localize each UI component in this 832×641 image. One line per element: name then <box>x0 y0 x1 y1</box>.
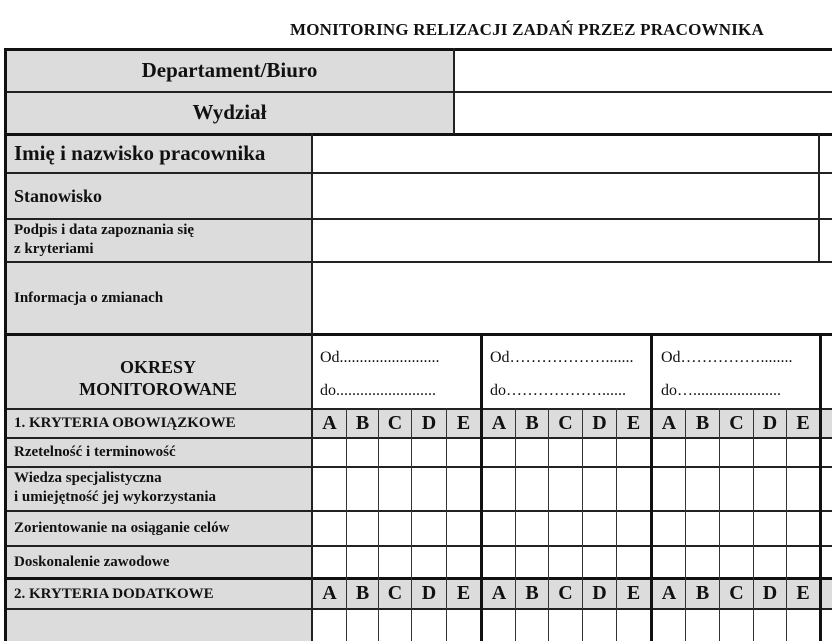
grade-b: B <box>695 582 710 604</box>
grade-b: B <box>355 582 370 604</box>
grade-a: A <box>491 412 507 434</box>
grade-a: A <box>322 582 337 604</box>
periods-label <box>5 356 311 406</box>
division-label: Wydział <box>192 100 267 124</box>
grade-c: C <box>558 412 573 434</box>
criterion-reliability: Rzetelność i terminowość <box>14 444 176 460</box>
employee-name-field[interactable] <box>313 135 818 172</box>
period-1-to[interactable]: do......................... <box>320 382 436 399</box>
division-field[interactable] <box>455 92 832 133</box>
period-2-to[interactable]: do………………...... <box>490 382 626 399</box>
department-field[interactable] <box>455 50 832 91</box>
grade-a: A <box>661 412 677 434</box>
grade-e: E <box>456 582 471 604</box>
criterion-knowledge <box>14 469 310 510</box>
grade-d: D <box>421 412 437 434</box>
grade-b: B <box>355 412 370 434</box>
signature-label-line1: Podpis i data zapoznania się <box>14 222 195 238</box>
criterion-knowledge-line2: i umiejętność jej wykorzystania <box>14 489 217 505</box>
period-3-to[interactable]: do…...................... <box>661 382 781 399</box>
form-title: MONITORING RELIZACJI ZADAŃ PRZEZ PRACOWNIKA <box>290 20 764 39</box>
grade-d: D <box>762 412 778 434</box>
grade-c: C <box>387 412 403 434</box>
signature-field[interactable] <box>313 220 818 261</box>
grade-c: C <box>558 582 573 604</box>
grade-a: A <box>491 582 507 604</box>
border-period3-end <box>819 333 822 641</box>
changes-field[interactable] <box>313 263 832 333</box>
grade-a: A <box>322 412 337 434</box>
grade-e: E <box>796 412 810 434</box>
period-2-from[interactable]: Od………………....... <box>490 349 634 366</box>
grade-b: B <box>525 582 539 604</box>
section1-label: 1. KRYTERIA OBOWIĄZKOWE <box>14 415 236 431</box>
grade-a: A <box>661 582 677 604</box>
signature-label-line2: z kryteriami <box>14 241 94 257</box>
grade-d: D <box>592 582 607 604</box>
border-after-section2 <box>4 608 832 610</box>
grade-c: C <box>387 582 403 604</box>
position-label: Stanowisko <box>14 185 103 206</box>
criterion-knowledge-line1: Wiedza specjalistyczna <box>14 470 162 486</box>
grade-c: C <box>729 582 744 604</box>
grade-e: E <box>626 412 641 434</box>
section2-label: 2. KRYTERIA DODATKOWE <box>14 585 214 602</box>
periods-label-line2: MONITOROWANE <box>79 379 237 399</box>
period-3-from[interactable]: Od……………........ <box>661 349 793 366</box>
grade-e: E <box>626 582 641 604</box>
border-after-changes <box>4 333 832 336</box>
grade-e: E <box>456 412 471 434</box>
border-right-upper <box>818 133 820 261</box>
period-1-from[interactable]: Od......................... <box>320 349 440 366</box>
grade-b: B <box>695 412 710 434</box>
grade-e: E <box>796 582 810 604</box>
grade-d: D <box>421 582 437 604</box>
border-left <box>4 48 7 641</box>
grade-d: D <box>592 412 607 434</box>
border-after-c1 <box>4 466 832 468</box>
department-label: Departament/Biuro <box>141 58 318 82</box>
employee-name-label: Imię i nazwisko pracownika <box>14 141 266 165</box>
position-field[interactable] <box>313 174 818 218</box>
criterion-goal-orientation: Zorientowanie na osiąganie celów <box>14 520 230 536</box>
criterion-professional-development: Doskonalenie zawodowe <box>14 553 170 570</box>
grade-d: D <box>762 582 778 604</box>
signature-label <box>14 221 310 261</box>
grade-b: B <box>525 412 539 434</box>
changes-label: Informacja o zmianach <box>14 289 164 306</box>
grade-c: C <box>729 412 744 434</box>
periods-label-line1: OKRESY <box>119 357 197 377</box>
